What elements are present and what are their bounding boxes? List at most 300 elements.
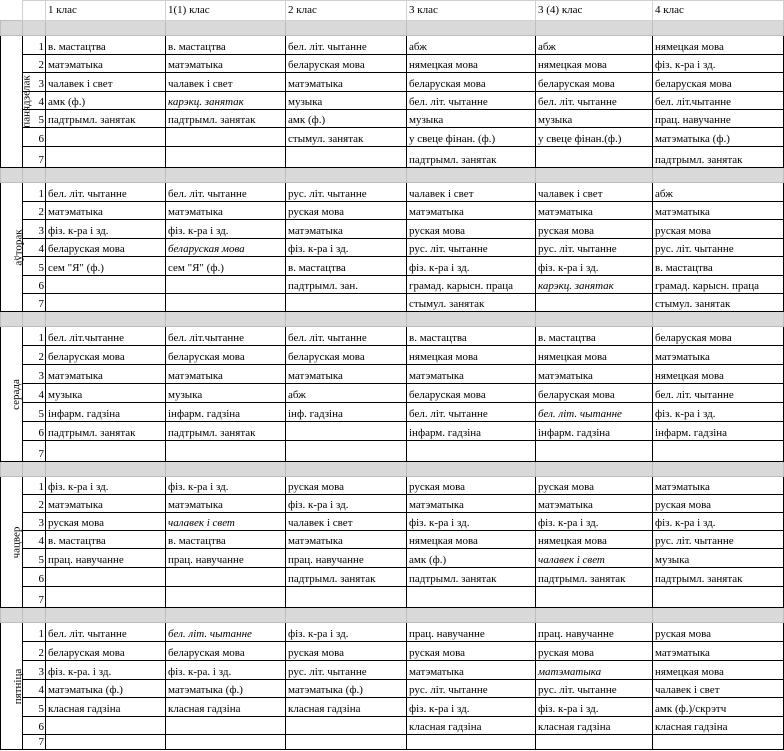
separator-cell: [536, 168, 653, 183]
lesson-row: [1, 441, 784, 462]
subject-cell[interactable]: руская мова: [653, 623, 784, 642]
subject-cell[interactable]: [166, 147, 286, 168]
subject-cell[interactable]: падтрымл. зан.: [286, 276, 407, 294]
subject-cell[interactable]: матэматыка: [166, 495, 286, 513]
subject-cell[interactable]: у свеце фінан. (ф.): [407, 128, 536, 147]
subject-cell[interactable]: беларуская мова: [166, 642, 286, 661]
lesson-row: [1, 531, 784, 549]
class-header[interactable]: 3 (4) клас: [536, 1, 653, 21]
lesson-number: 6: [23, 128, 46, 147]
subject-cell[interactable]: матэматыка: [536, 365, 653, 384]
subject-cell[interactable]: в. мастацтва: [286, 257, 407, 276]
day-separator: [1, 462, 784, 477]
subject-cell[interactable]: руская мова: [653, 495, 784, 513]
subject-cell[interactable]: бел. літ.чытанне: [46, 327, 166, 346]
lesson-row: [1, 568, 784, 587]
subject-cell[interactable]: фіз. к-ра і зд.: [653, 55, 784, 73]
day-label: [1, 327, 23, 462]
separator-cell: [23, 312, 46, 327]
subject-cell[interactable]: беларуская мова: [166, 346, 286, 365]
subject-cell[interactable]: нямецкая мова: [407, 531, 536, 549]
subject-cell[interactable]: [166, 128, 286, 147]
separator-cell: [653, 462, 784, 477]
subject-cell[interactable]: грамад. карысн. праца: [407, 276, 536, 294]
lesson-number: 6: [23, 717, 46, 735]
separator-cell: [286, 608, 407, 623]
subject-cell[interactable]: матэматыка: [653, 642, 784, 661]
separator-cell: [286, 312, 407, 327]
subject-cell[interactable]: абж: [286, 384, 407, 403]
subject-cell[interactable]: в. мастацтва: [407, 327, 536, 346]
subject-cell[interactable]: фіз. к-ра і зд.: [166, 477, 286, 495]
subject-cell[interactable]: нямецкая мова: [653, 36, 784, 55]
subject-cell[interactable]: нямецкая мова: [536, 55, 653, 73]
subject-cell[interactable]: [46, 147, 166, 168]
subject-cell[interactable]: музыка: [46, 384, 166, 403]
subject-cell[interactable]: матэматыка: [536, 495, 653, 513]
subject-cell[interactable]: амк (ф.): [46, 92, 166, 110]
subject-cell[interactable]: фіз. к-ра і зд.: [46, 477, 166, 495]
subject-cell[interactable]: [46, 568, 166, 587]
separator-cell: [653, 312, 784, 327]
subject-cell[interactable]: рус. літ. чытанне: [286, 183, 407, 202]
lesson-row: [1, 698, 784, 717]
subject-cell[interactable]: чалавек і свет: [407, 183, 536, 202]
subject-cell[interactable]: [407, 587, 536, 608]
subject-cell[interactable]: [286, 735, 407, 750]
day-separator: [1, 168, 784, 183]
subject-cell[interactable]: чалавек і свет: [46, 73, 166, 92]
subject-cell[interactable]: [46, 587, 166, 608]
lesson-number: 7: [23, 441, 46, 462]
separator-cell: [536, 21, 653, 36]
lesson-row: [1, 220, 784, 239]
subject-cell[interactable]: карэкц. занятак: [166, 92, 286, 110]
separator-cell: [46, 312, 166, 327]
subject-cell[interactable]: абж: [536, 36, 653, 55]
subject-cell[interactable]: матэматыка: [653, 477, 784, 495]
subject-cell[interactable]: [286, 717, 407, 735]
lesson-row: [1, 327, 784, 346]
subject-cell[interactable]: фіз. к-ра і зд.: [536, 257, 653, 276]
subject-cell[interactable]: стымул. занятак: [653, 294, 784, 312]
subject-cell[interactable]: фіз. к-ра. і зд.: [166, 661, 286, 680]
subject-cell[interactable]: падтрымл. занятак: [46, 110, 166, 128]
subject-cell[interactable]: музыка: [407, 110, 536, 128]
subject-cell[interactable]: [536, 587, 653, 608]
subject-cell[interactable]: стымул. занятак: [286, 128, 407, 147]
subject-cell[interactable]: [286, 294, 407, 312]
subject-cell[interactable]: в. мастацтва: [536, 327, 653, 346]
class-header[interactable]: 1 клас: [46, 1, 166, 21]
subject-cell[interactable]: беларуская мова: [286, 55, 407, 73]
subject-cell[interactable]: прац. навучанне: [536, 623, 653, 642]
lesson-number: 7: [23, 587, 46, 608]
subject-cell[interactable]: чалавек і свет: [286, 513, 407, 531]
subject-cell[interactable]: [286, 587, 407, 608]
subject-cell[interactable]: матэматыка: [653, 346, 784, 365]
subject-cell[interactable]: фіз. к-ра і зд.: [286, 623, 407, 642]
subject-cell[interactable]: прац. навучанне: [653, 110, 784, 128]
subject-cell[interactable]: амк (ф.): [286, 110, 407, 128]
lesson-row: [1, 346, 784, 365]
subject-cell[interactable]: в. мастацтва: [166, 36, 286, 55]
subject-cell[interactable]: класная гадзіна: [286, 698, 407, 717]
subject-cell[interactable]: матэматыка: [407, 495, 536, 513]
subject-cell[interactable]: рус. літ. чытанне: [536, 680, 653, 698]
subject-cell[interactable]: беларуская мова: [46, 239, 166, 257]
subject-cell[interactable]: чалавек і свет: [166, 73, 286, 92]
subject-cell[interactable]: [536, 441, 653, 462]
subject-cell[interactable]: матэматыка (ф.): [166, 680, 286, 698]
subject-cell[interactable]: амк (ф.): [407, 549, 536, 568]
subject-cell[interactable]: руская мова: [536, 477, 653, 495]
subject-cell[interactable]: беларуская мова: [166, 239, 286, 257]
day-name: панядзелак: [20, 75, 33, 128]
lesson-number: 3: [23, 73, 46, 92]
subject-cell[interactable]: [407, 441, 536, 462]
subject-cell[interactable]: рус. літ. чытанне: [286, 661, 407, 680]
separator-cell: [286, 21, 407, 36]
subject-cell[interactable]: беларуская мова: [536, 384, 653, 403]
subject-cell[interactable]: матэматыка: [286, 73, 407, 92]
subject-cell[interactable]: [46, 717, 166, 735]
corner-cell: [23, 1, 46, 21]
lesson-number: 4: [23, 384, 46, 403]
subject-cell[interactable]: руская мова: [286, 477, 407, 495]
subject-cell[interactable]: класная гадзіна: [407, 717, 536, 735]
lesson-number: 5: [23, 110, 46, 128]
subject-cell[interactable]: матэматыка: [46, 55, 166, 73]
subject-cell[interactable]: [286, 147, 407, 168]
subject-cell[interactable]: матэматыка: [286, 365, 407, 384]
subject-cell[interactable]: беларуская мова: [286, 346, 407, 365]
subject-cell[interactable]: фіз. к-ра і зд.: [536, 698, 653, 717]
subject-cell[interactable]: абж: [653, 183, 784, 202]
subject-cell[interactable]: руская мова: [286, 642, 407, 661]
subject-cell[interactable]: бел. літ. чытанне: [407, 403, 536, 422]
subject-cell[interactable]: рус. літ. чытанне: [407, 680, 536, 698]
separator-cell: [1, 21, 23, 36]
subject-cell[interactable]: падтрымл. занятак: [46, 422, 166, 441]
subject-cell[interactable]: прац. навучанне: [166, 549, 286, 568]
subject-cell[interactable]: [536, 294, 653, 312]
subject-cell[interactable]: матэматыка: [46, 202, 166, 220]
subject-cell[interactable]: [46, 735, 166, 750]
separator-cell: [286, 462, 407, 477]
subject-cell[interactable]: матэматыка: [407, 365, 536, 384]
subject-cell[interactable]: рус. літ. чытанне: [536, 239, 653, 257]
subject-cell[interactable]: грамад. карысн. праца: [653, 276, 784, 294]
subject-cell[interactable]: бел. літ. чытанне: [46, 623, 166, 642]
subject-cell[interactable]: амк (ф.)/скрэтч: [653, 698, 784, 717]
class-header[interactable]: 4 клас: [653, 1, 784, 21]
lesson-number: 2: [23, 346, 46, 365]
subject-cell[interactable]: матэматыка: [286, 531, 407, 549]
subject-cell[interactable]: [166, 587, 286, 608]
separator-cell: [536, 312, 653, 327]
lesson-row: [1, 680, 784, 698]
subject-cell[interactable]: падтрымл. занятак: [536, 568, 653, 587]
subject-cell[interactable]: падтрымл. занятак: [407, 568, 536, 587]
subject-cell[interactable]: руская мова: [46, 513, 166, 531]
subject-cell[interactable]: бел. літ. чытанне: [536, 403, 653, 422]
subject-cell[interactable]: бел. літ. чытанне: [166, 623, 286, 642]
lesson-row: [1, 403, 784, 422]
lesson-row: [1, 147, 784, 168]
subject-cell[interactable]: класная гадзіна: [46, 698, 166, 717]
subject-cell[interactable]: матэматыка (ф.): [46, 680, 166, 698]
lesson-row: [1, 477, 784, 495]
subject-cell[interactable]: фіз. к-ра і зд.: [407, 698, 536, 717]
subject-cell[interactable]: фіз. к-ра і зд.: [286, 239, 407, 257]
subject-cell[interactable]: беларуская мова: [653, 73, 784, 92]
lesson-number: 7: [23, 294, 46, 312]
subject-cell[interactable]: матэматыка (ф.): [286, 680, 407, 698]
subject-cell[interactable]: нямецкая мова: [407, 55, 536, 73]
separator-cell: [1, 608, 23, 623]
separator-cell: [407, 608, 536, 623]
lesson-row: [1, 294, 784, 312]
subject-cell[interactable]: матэматыка: [407, 661, 536, 680]
subject-cell[interactable]: класная гадзіна: [653, 717, 784, 735]
subject-cell[interactable]: падтрымл. занятак: [653, 568, 784, 587]
day-separator: [1, 312, 784, 327]
subject-cell[interactable]: бел. літ. чытанне: [46, 183, 166, 202]
subject-cell[interactable]: прац. навучанне: [407, 623, 536, 642]
subject-cell[interactable]: матэматыка: [407, 202, 536, 220]
subject-cell[interactable]: [653, 735, 784, 750]
separator-cell: [536, 608, 653, 623]
subject-cell[interactable]: рус. літ. чытанне: [653, 239, 784, 257]
subject-cell[interactable]: нямецкая мова: [653, 661, 784, 680]
subject-cell[interactable]: рус. літ. чытанне: [653, 531, 784, 549]
lesson-row: [1, 239, 784, 257]
subject-cell[interactable]: інфарм. гадзіна: [653, 422, 784, 441]
separator-cell: [166, 608, 286, 623]
subject-cell[interactable]: руская мова: [536, 642, 653, 661]
separator-cell: [166, 462, 286, 477]
lesson-number: 1: [23, 183, 46, 202]
subject-cell[interactable]: падтрымл. занятак: [407, 147, 536, 168]
subject-cell[interactable]: руская мова: [407, 220, 536, 239]
subject-cell[interactable]: беларуская мова: [407, 384, 536, 403]
subject-cell[interactable]: руская мова: [653, 220, 784, 239]
subject-cell[interactable]: фіз. к-ра і зд.: [166, 220, 286, 239]
subject-cell[interactable]: руская мова: [407, 477, 536, 495]
subject-cell[interactable]: беларуская мова: [407, 73, 536, 92]
subject-cell[interactable]: [286, 422, 407, 441]
subject-cell[interactable]: беларуская мова: [46, 346, 166, 365]
subject-cell[interactable]: бел. літ. чытанне: [166, 183, 286, 202]
subject-cell[interactable]: [407, 735, 536, 750]
subject-cell[interactable]: класная гадзіна: [536, 717, 653, 735]
subject-cell[interactable]: [166, 717, 286, 735]
subject-cell[interactable]: [653, 441, 784, 462]
subject-cell[interactable]: нямецкая мова: [536, 531, 653, 549]
lesson-row: [1, 257, 784, 276]
subject-cell[interactable]: чалавек і свет: [166, 513, 286, 531]
subject-cell[interactable]: нямецкая мова: [653, 365, 784, 384]
subject-cell[interactable]: прац. навучанне: [46, 549, 166, 568]
subject-cell[interactable]: фіз. к-ра і зд.: [286, 495, 407, 513]
lesson-number: 2: [23, 55, 46, 73]
lesson-number: 1: [23, 327, 46, 346]
subject-cell[interactable]: музыка: [166, 384, 286, 403]
subject-cell[interactable]: матэматыка: [166, 202, 286, 220]
separator-cell: [407, 462, 536, 477]
lesson-row: [1, 202, 784, 220]
subject-cell[interactable]: матэматыка: [166, 365, 286, 384]
class-header[interactable]: 1(1) клас: [166, 1, 286, 21]
lesson-row: [1, 422, 784, 441]
lesson-row: [1, 36, 784, 55]
subject-cell[interactable]: [536, 735, 653, 750]
subject-cell[interactable]: нямецкая мова: [407, 346, 536, 365]
subject-cell[interactable]: [166, 568, 286, 587]
subject-cell[interactable]: нямецкая мова: [536, 346, 653, 365]
subject-cell[interactable]: карэкц. занятак: [536, 276, 653, 294]
lesson-row: [1, 128, 784, 147]
lesson-number: 7: [23, 147, 46, 168]
subject-cell[interactable]: бел. літ. чытанне: [286, 36, 407, 55]
subject-cell[interactable]: інфарм. гадзіна: [166, 403, 286, 422]
lesson-row: [1, 495, 784, 513]
lesson-number: 2: [23, 495, 46, 513]
lesson-number: 5: [23, 549, 46, 568]
subject-cell[interactable]: [166, 735, 286, 750]
subject-cell[interactable]: музыка: [286, 92, 407, 110]
subject-cell[interactable]: [46, 441, 166, 462]
subject-cell[interactable]: бел. літ.чытанне: [166, 327, 286, 346]
subject-cell[interactable]: в. мастацтва: [166, 531, 286, 549]
separator-cell: [23, 21, 46, 36]
subject-cell[interactable]: бел. літ. чытанне: [286, 327, 407, 346]
subject-cell[interactable]: інфарм. гадзіна: [536, 422, 653, 441]
subject-cell[interactable]: фіз. к-ра. і зд.: [46, 661, 166, 680]
subject-cell[interactable]: матэматыка: [536, 202, 653, 220]
subject-cell[interactable]: сем "Я" (ф.): [166, 257, 286, 276]
subject-cell[interactable]: у свеце фінан.(ф.): [536, 128, 653, 147]
subject-cell[interactable]: фіз. к-ра і зд.: [653, 403, 784, 422]
subject-cell[interactable]: беларуская мова: [46, 642, 166, 661]
lesson-row: [1, 92, 784, 110]
subject-cell[interactable]: чалавек і свет: [653, 680, 784, 698]
separator-cell: [166, 312, 286, 327]
separator-cell: [23, 608, 46, 623]
lesson-row: [1, 513, 784, 531]
subject-cell[interactable]: [46, 276, 166, 294]
separator-cell: [536, 462, 653, 477]
subject-cell[interactable]: фіз. к-ра і зд.: [407, 257, 536, 276]
subject-cell[interactable]: матэматыка (ф.): [653, 128, 784, 147]
subject-cell[interactable]: падтрымл. занятак: [166, 110, 286, 128]
subject-cell[interactable]: [46, 294, 166, 312]
subject-cell[interactable]: матэматыка: [166, 55, 286, 73]
lesson-number: 3: [23, 661, 46, 680]
separator-cell: [23, 462, 46, 477]
subject-cell[interactable]: матэматыка: [46, 495, 166, 513]
subject-cell[interactable]: матэматыка: [653, 202, 784, 220]
day-name: чацвер: [10, 526, 23, 558]
subject-cell[interactable]: беларуская мова: [536, 73, 653, 92]
separator-cell: [166, 168, 286, 183]
subject-cell[interactable]: музыка: [653, 549, 784, 568]
subject-cell[interactable]: падтрымл. занятак: [286, 568, 407, 587]
separator-cell: [407, 312, 536, 327]
subject-cell[interactable]: [46, 128, 166, 147]
subject-cell[interactable]: [166, 276, 286, 294]
subject-cell[interactable]: фіз. к-ра і зд.: [653, 513, 784, 531]
subject-cell[interactable]: чалавек і свет: [536, 183, 653, 202]
subject-cell[interactable]: руская мова: [407, 642, 536, 661]
lesson-row: [1, 642, 784, 661]
lesson-number: 1: [23, 623, 46, 642]
subject-cell[interactable]: руская мова: [286, 202, 407, 220]
class-header[interactable]: 3 клас: [407, 1, 536, 21]
subject-cell[interactable]: музыка: [536, 110, 653, 128]
subject-cell[interactable]: інфарм. гадзіна: [407, 422, 536, 441]
subject-cell[interactable]: матэматыка: [536, 661, 653, 680]
subject-cell[interactable]: бел. літ. чытанне: [653, 384, 784, 403]
subject-cell[interactable]: сем "Я" (ф.): [46, 257, 166, 276]
subject-cell[interactable]: руская мова: [536, 220, 653, 239]
subject-cell[interactable]: [166, 441, 286, 462]
lesson-number: 6: [23, 422, 46, 441]
subject-cell[interactable]: матэматыка: [286, 220, 407, 239]
separator-cell: [46, 462, 166, 477]
lesson-number: 2: [23, 202, 46, 220]
subject-cell[interactable]: інфарм. гадзіна: [46, 403, 166, 422]
subject-cell[interactable]: інф. гадзіна: [286, 403, 407, 422]
lesson-number: 5: [23, 257, 46, 276]
subject-cell[interactable]: фіз. к-ра і зд.: [46, 220, 166, 239]
subject-cell[interactable]: беларуская мова: [653, 327, 784, 346]
subject-cell[interactable]: абж: [407, 36, 536, 55]
subject-cell[interactable]: класная гадзіна: [166, 698, 286, 717]
subject-cell[interactable]: [166, 294, 286, 312]
subject-cell[interactable]: бел. літ.чытанне: [653, 92, 784, 110]
subject-cell[interactable]: бел. літ. чытанне: [536, 92, 653, 110]
lesson-row: [1, 623, 784, 642]
subject-cell[interactable]: падтрымл. занятак: [653, 147, 784, 168]
lesson-number: 4: [23, 680, 46, 698]
lesson-number: 4: [23, 531, 46, 549]
subject-cell[interactable]: [536, 147, 653, 168]
subject-cell[interactable]: [286, 441, 407, 462]
separator-cell: [407, 168, 536, 183]
subject-cell[interactable]: фіз. к-ра і зд.: [407, 513, 536, 531]
separator-cell: [46, 168, 166, 183]
day-name: серада: [9, 378, 22, 410]
day-name: пятніца: [12, 668, 25, 704]
subject-cell[interactable]: в. мастацтва: [46, 531, 166, 549]
subject-cell[interactable]: фіз. к-ра і зд.: [536, 513, 653, 531]
subject-cell[interactable]: падтрымл. занятак: [166, 422, 286, 441]
subject-cell[interactable]: бел. літ. чытанне: [407, 92, 536, 110]
subject-cell[interactable]: рус. літ. чытанне: [407, 239, 536, 257]
subject-cell[interactable]: стымул. занятак: [407, 294, 536, 312]
separator-cell: [286, 168, 407, 183]
class-header[interactable]: 2 клас: [286, 1, 407, 21]
lesson-number: 1: [23, 477, 46, 495]
subject-cell[interactable]: в. мастацтва: [46, 36, 166, 55]
subject-cell[interactable]: [653, 587, 784, 608]
subject-cell[interactable]: матэматыка: [46, 365, 166, 384]
subject-cell[interactable]: прац. навучанне: [286, 549, 407, 568]
subject-cell[interactable]: в. мастацтва: [653, 257, 784, 276]
subject-cell[interactable]: чалавек і свет: [536, 549, 653, 568]
